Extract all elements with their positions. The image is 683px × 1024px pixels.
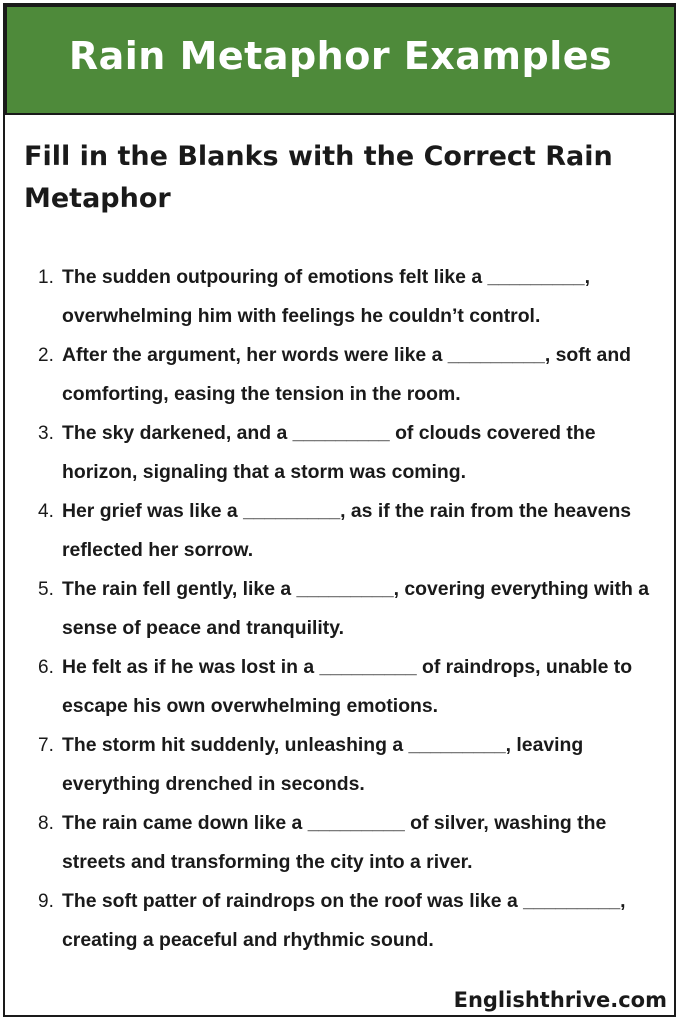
header-banner xyxy=(5,5,676,115)
question-item xyxy=(24,336,664,414)
question-item xyxy=(24,492,664,570)
question-item xyxy=(24,414,664,492)
question-number: 4. xyxy=(38,501,54,522)
question-number: 1. xyxy=(38,267,54,288)
question-item xyxy=(24,648,664,726)
question-number: 6. xyxy=(38,657,54,678)
question-number: 9. xyxy=(38,891,54,912)
section-title: Fill in the Blanks with the Correct Rain Metaphor xyxy=(24,141,613,214)
question-number: 2. xyxy=(38,345,54,366)
question-text: The sudden outpouring of emotions felt like a _________, overwhelming him with feelings he couldn’t control. xyxy=(62,266,590,327)
page-title: Rain Metaphor Examples xyxy=(68,34,613,78)
question-number: 3. xyxy=(38,423,54,444)
question-text: The rain came down like a _________ of silver, washing the streets and transforming the city into a river. xyxy=(62,812,607,873)
question-text: He felt as if he was lost in a _________ of raindrops, unable to escape his own overwhelming emotions. xyxy=(62,656,633,717)
site-watermark: Englishthrive.com xyxy=(453,988,667,1012)
question-text: The rain fell gently, like a _________, covering everything with a sense of peace and tranquility. xyxy=(62,578,649,639)
question-text: The sky darkened, and a _________ of clouds covered the horizon, signaling that a storm was coming. xyxy=(62,422,596,483)
question-item xyxy=(24,804,664,882)
question-number: 5. xyxy=(38,579,54,600)
question-text: Her grief was like a _________, as if the rain from the heavens reflected her sorrow. xyxy=(62,500,632,561)
question-text: After the argument, her words were like a _________, soft and comforting, easing the tension in the room. xyxy=(62,344,632,405)
question-number: 7. xyxy=(38,735,54,756)
question-item xyxy=(24,726,664,804)
question-text: The soft patter of raindrops on the roof was like a _________, creating a peaceful and rhythmic sound. xyxy=(62,890,626,951)
question-item xyxy=(24,882,664,960)
question-text: The storm hit suddenly, unleashing a _________, leaving everything drenched in seconds. xyxy=(62,734,584,795)
question-item xyxy=(24,570,664,648)
question-item xyxy=(24,258,664,336)
question-number: 8. xyxy=(38,813,54,834)
question-list xyxy=(24,258,664,960)
